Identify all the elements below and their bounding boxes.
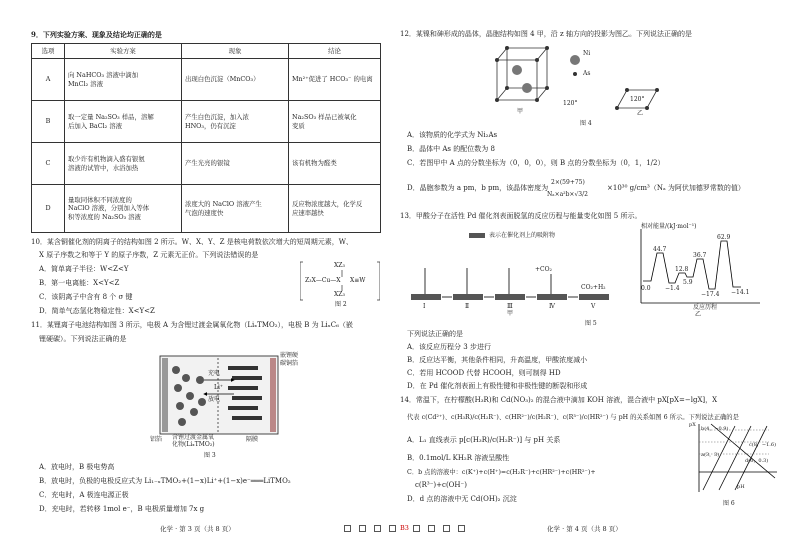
fig4-yi: 乙 — [637, 110, 644, 117]
label-charge: 充电 — [208, 370, 221, 377]
right-footer: 化学 · 第 4 页（共 8 页） — [547, 525, 622, 533]
conclusion-line: 变质 — [292, 121, 305, 130]
q14-option-d: D．d 点的溶液中无 Cd(OH)₂ 沉淀 — [407, 495, 517, 503]
phenomenon-line: HNO₃，仍有沉淀 — [185, 121, 236, 130]
graph-xlabel: pH — [737, 484, 745, 490]
plan-line: 后加入 BaCl₂ 溶液 — [68, 121, 123, 130]
q14-option-c-2: c(R³⁻)+c(OH⁻) — [415, 481, 467, 489]
q9-stem: 9．下列实验方案、现象及结论均正确的是 — [31, 30, 162, 39]
fig2-top-group: XZ₃ — [334, 262, 345, 269]
q14-option-c-1: C．b 点的溶液中：c(K⁺)+c(H⁺)=c(H₂R⁻)+c(HR²⁻)+c(HR²⁻)+ — [407, 469, 596, 476]
phenomenon-line: 产生白色沉淀，加入浓 — [185, 113, 249, 121]
col-conclusion: 结论 — [289, 44, 381, 59]
fig2-right-group: X≡W — [350, 277, 366, 284]
right-page — [397, 0, 794, 546]
q10-option-d: D．简单气态氢化物稳定性：X<Y<Z — [39, 307, 155, 315]
q11-stem-2: 锂硬碳）。下列说法正确的是 — [39, 335, 127, 343]
q13-sub: 下列说法正确的是 — [407, 330, 463, 338]
legend-ni: Ni — [583, 50, 591, 57]
q10-option-b: B．第一电离能：X<Y<Z — [39, 279, 120, 287]
col-option: 选项 — [32, 44, 65, 59]
col-phenomenon: 现象 — [182, 44, 289, 59]
point-d: d(6，0.3) — [745, 458, 769, 464]
q9-table — [31, 43, 381, 233]
conclusion-line: Mn²⁺促进了 HCO₃⁻ 的电离 — [292, 75, 373, 84]
q13-energy-chart — [635, 223, 765, 318]
square-icon — [374, 525, 381, 532]
row-option: A — [32, 59, 65, 101]
table-row — [32, 101, 381, 143]
table-row — [32, 185, 381, 233]
label-li-ion: Li⁺ — [214, 384, 224, 391]
energy-value: 12.8 — [675, 266, 689, 273]
fig5-caption: 图 5 — [585, 320, 597, 327]
q11-option-c: C．充电时，A 极连电源正极 — [39, 491, 129, 499]
square-icon — [359, 525, 366, 532]
q14-stem-1: 14．常温下，在柠檬酸(H₃R)和 Cd(NO₃)₂ 的混合液中滴加 KOH 溶液，混合液中 pX[pX=−lgX]，X — [400, 396, 718, 404]
step-label: Ⅴ — [591, 303, 596, 310]
q10-option-a: A．简单离子半径：W<Z<Y — [39, 265, 129, 273]
q11-stem-1: 11．某锂离子电池结构如图 3 所示，电极 A 为含锂过渡金属氧化物（LiₓTMO₂），电极 B 为 LiₓC₆（嵌 — [31, 321, 353, 329]
point-a: a(3，3) — [701, 452, 720, 458]
energy-value: −1.4 — [665, 285, 680, 292]
q13-mechanism-figure — [409, 228, 624, 318]
conclusion-line: Na₂SO₃ 样品已被氧化 — [292, 113, 357, 121]
q13-option-a: A．该反应历程分 3 步进行 — [407, 343, 491, 351]
label-separator: 隔膜 — [246, 436, 259, 443]
graph-ylabel: pX — [689, 422, 696, 428]
q12-option-c: C．若图甲中 A 点的分数坐标为（0，0，0），则 B 点的分数坐标为（0，1，1/2） — [407, 159, 665, 167]
q10-stem-1: 10．某含铜催化剂的阴离子的结构如图 2 所示。W、X、Y、Z 是核电荷数依次增大的短周期元素，W、 — [31, 238, 353, 246]
label-cathode: 含锂过渡金属氧 — [172, 434, 215, 441]
q11-option-b: B．放电时，负极的电极反应式为 Li₁₋ₓTMO₂+(1−x)Li⁺+(1−x)e⁻═══LiTMO₂ — [39, 477, 291, 485]
q11-option-d: D．充电时，若转移 1mol e⁻，B 电极质量增加 7x g — [39, 505, 205, 513]
conclusion-line: 应速率越快 — [292, 208, 324, 217]
row-option: D — [32, 185, 65, 233]
legend-as: As — [583, 70, 591, 77]
left-footer: 化学 · 第 3 页（共 8 页） — [160, 525, 235, 533]
q13-option-d: D．在 Pd 催化剂表面上有极性键和非极性键的断裂和形成 — [407, 382, 588, 390]
q11-option-a: A．放电时，B 极电势高 — [39, 463, 115, 471]
label-hard-carbon: 嵌锂硬 — [280, 352, 299, 359]
q10-figure — [300, 260, 380, 308]
fig5-jia: 甲 — [507, 310, 514, 317]
adsorbate-legend: 表示在催化剂上的吸附物 — [489, 232, 556, 239]
step-label: Ⅰ — [423, 303, 426, 310]
table-row — [32, 59, 381, 101]
q12-stem: 12．某镍和砷形成的晶体，晶胞结构如图 4 甲，沿 z 轴方向的投影为图乙。下列说法正确的是 — [400, 30, 692, 38]
energy-value: 62.9 — [717, 234, 731, 241]
angle-label: 120° — [630, 96, 645, 103]
plan-line: 溶液的试管中，水浴加热 — [68, 163, 139, 172]
q14-graph — [689, 422, 779, 500]
q12-option-d-2: ×10³⁰ g/cm³（Nₐ 为阿伏加德罗常数的值） — [607, 184, 745, 192]
final-products: CO₂+H₂ — [581, 284, 606, 291]
col-plan: 实验方案 — [65, 44, 182, 59]
plan-line: 向 NaHCO₃ 溶液中滴加 — [68, 71, 139, 79]
step-label: Ⅲ — [507, 303, 513, 310]
angle-label: 120° — [563, 100, 578, 107]
energy-value: 0.0 — [641, 285, 651, 292]
point-c: c(8，−1.6) — [749, 442, 777, 448]
q12-option-b: B．晶体中 As 的配位数为 8 — [407, 145, 495, 153]
plan-line: 积等浓度的 Na₂SO₃ 溶液 — [68, 212, 141, 221]
row-option: B — [32, 101, 65, 143]
label-al-foil: 铝箔 — [150, 436, 163, 443]
q13-stem: 13．甲酸分子在活性 Pd 催化剂表面脱氢的反应历程与能量变化如图 5 所示。 — [400, 212, 642, 220]
plan-line: 取少许有机物滴入盛有银氨 — [68, 155, 145, 163]
fig2-left-group: Z₃X—Cu—X — [305, 277, 341, 284]
q12-option-a: A．该物质的化学式为 Ni₂As — [407, 131, 498, 139]
fig4-jia: 甲 — [517, 108, 524, 115]
plan-line: NaClO 溶液，分别加入等体 — [68, 204, 150, 213]
fig6-caption: 图 6 — [723, 500, 735, 507]
label-hard-carbon-2: 碳铜箔 — [280, 360, 299, 367]
conclusion-line: 该有机物为醛类 — [292, 159, 337, 168]
q14-stem-2: 代表 c(Cd²⁺)、c(H₃R)/c(H₂R⁻)、c(HR²⁻)/c(H₂R⁻)、c(R³⁻)/c(HR²⁻) 与 pH 的关系如图 6 所示。下列说法正确的是 — [407, 414, 739, 421]
phenomenon-line: 出现白色沉淀（MnCO₃） — [185, 75, 260, 84]
label-cathode-2: 化物(LiₓTMO₂) — [172, 441, 215, 448]
plan-line: 量取同体积不同浓度的 — [68, 195, 132, 204]
phenomenon-line: 产生光亮的银镜 — [185, 159, 230, 168]
energy-value: −17.4 — [701, 291, 720, 298]
q14-option-b: B．0.1mol/L KH₂R 溶液呈酸性 — [407, 454, 510, 462]
point-b: b(4，−0.9) — [701, 426, 729, 432]
energy-value: 5.9 — [683, 279, 693, 286]
square-icon — [344, 525, 351, 532]
fig2-caption: 图 2 — [335, 301, 347, 308]
table-row — [32, 143, 381, 185]
energy-xlabel: 反应历程 — [693, 304, 718, 311]
phenomenon-line: 浓度大的 NaClO 溶液产生 — [185, 200, 262, 208]
fig4-caption: 图 4 — [580, 120, 592, 127]
fig5-yi: 乙 — [695, 311, 702, 318]
q12-option-d-denominator: Nₐ×a²b×√3/2 — [547, 191, 588, 198]
q13-option-c: C．若用 HCOOD 代替 HCOOH，则可制得 HD — [407, 369, 561, 377]
q14-option-a: A．L₁ 直线表示 p[c(H₃R)/c(H₂R⁻)] 与 pH 关系 — [407, 436, 561, 444]
label-discharge: 放电 — [208, 396, 221, 403]
plan-line: 取一定量 Na₂SO₃ 样品，溶解 — [68, 113, 154, 121]
fig3-caption: 图 3 — [204, 452, 216, 459]
square-icon — [389, 525, 396, 532]
q12-option-d-1: D．晶胞参数为 a pm，b pm，该晶体密度为 — [407, 184, 549, 192]
table-header-row — [32, 44, 381, 59]
energy-value: −14.1 — [731, 289, 750, 296]
q11-battery-figure — [150, 350, 300, 450]
step-label: Ⅱ — [465, 303, 470, 310]
row-option: C — [32, 143, 65, 185]
energy-value: 36.7 — [693, 252, 707, 259]
phenomenon-line: 气泡的速度快 — [185, 208, 224, 217]
energy-ylabel: 相对能量/(kJ·mol⁻¹) — [641, 223, 697, 230]
co2-label: +CO₂ — [535, 266, 552, 273]
q12-option-d-numerator: 2×(59+75) — [551, 179, 585, 186]
q10-stem-2: X 原子序数之和等于 Y 的原子序数，Z 元素无正价。下列说法错误的是 — [39, 251, 259, 259]
conclusion-line: 反应物浓度越大，化学反 — [292, 200, 363, 208]
q13-option-b: B．反应达平衡，其他条件相同，升高温度，甲酸浓度减小 — [407, 356, 588, 364]
energy-value: 44.7 — [653, 246, 667, 253]
plan-line: MnCl₂ 溶液 — [68, 79, 103, 88]
center-mark: B3 — [400, 524, 409, 532]
fig2-bottom-group: XZ₃ — [334, 291, 345, 298]
step-label: Ⅳ — [549, 303, 555, 310]
q12-figure — [487, 40, 667, 115]
q10-option-c: C．该阴离子中含有 8 个 σ 键 — [39, 293, 133, 301]
